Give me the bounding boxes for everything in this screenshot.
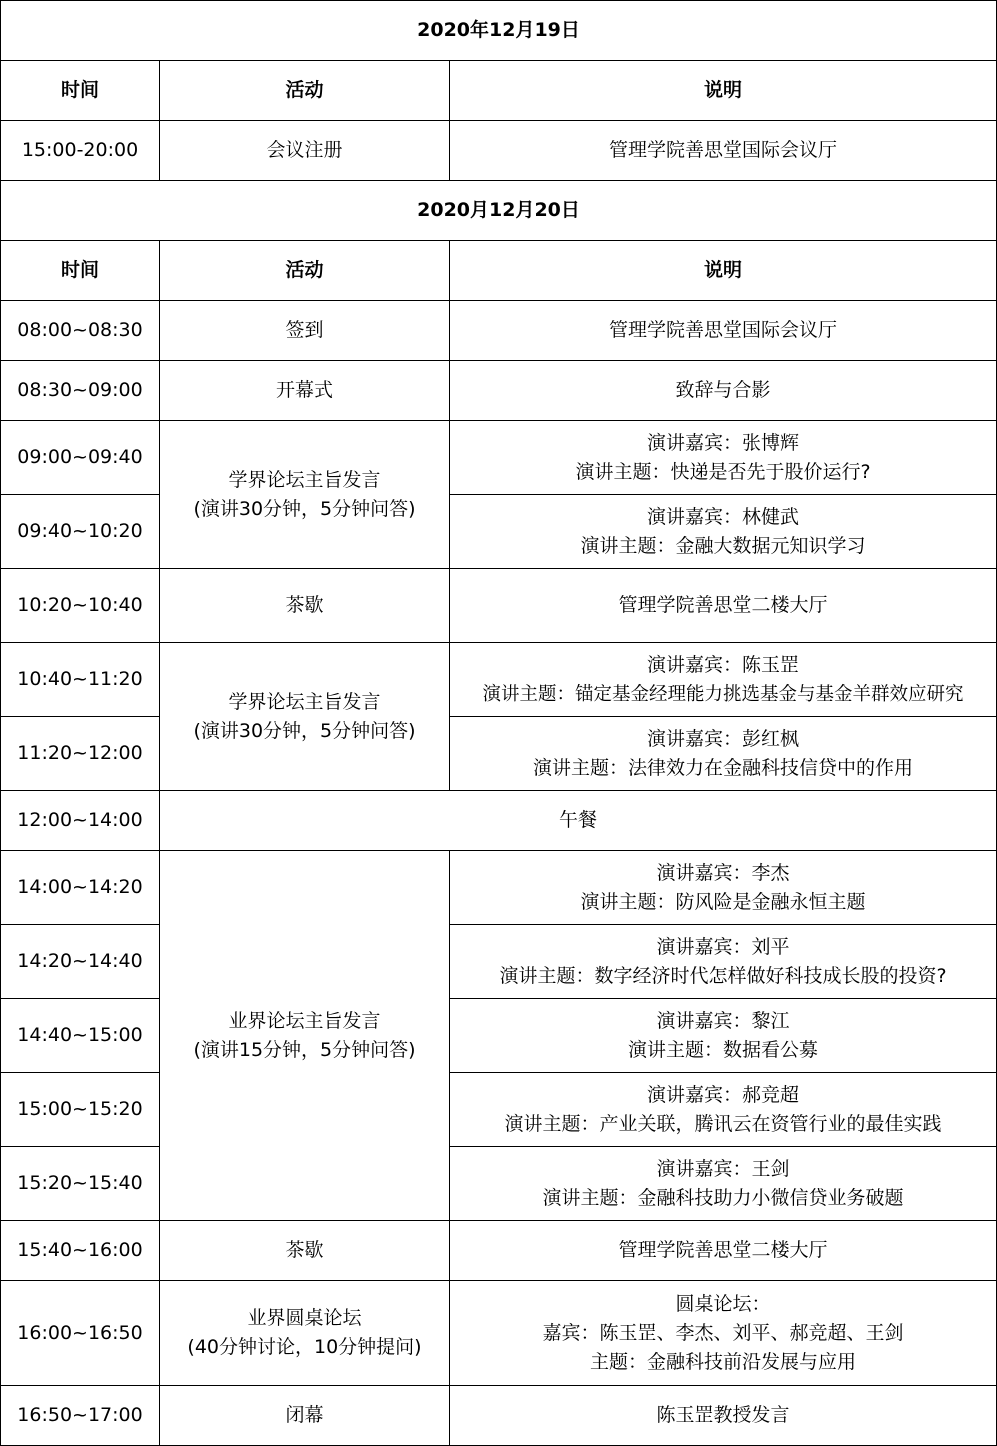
activity-subtitle: (演讲15分钟，5分钟问答) [193,1038,416,1061]
speaker: 演讲嘉宾：黎江 [656,1009,790,1032]
header-note: 说明 [450,61,997,121]
row-time: 14:40~15:00 [1,999,160,1073]
row-time: 15:00-20:00 [1,121,160,181]
row-activity: 午餐 [160,791,997,851]
speaker: 演讲嘉宾：张博辉 [647,431,800,454]
table-row [1,569,997,643]
speaker: 演讲嘉宾：刘平 [656,935,790,958]
table-row [1,495,997,569]
row-time: 10:20~10:40 [1,569,160,643]
panel-topic: 主题：金融科技前沿发展与应用 [590,1350,857,1373]
row-activity: 闭幕 [160,1386,450,1446]
row-activity [160,1281,450,1386]
row-note: 管理学院善思堂二楼大厅 [450,569,997,643]
row-note [450,1147,997,1221]
column-header-row [1,241,997,301]
row-time: 08:30~09:00 [1,361,160,421]
table-row [1,851,997,925]
activity-subtitle: (演讲30分钟，5分钟问答) [193,719,416,742]
row-note [450,1073,997,1147]
day1-date: 2020年12月19日 [1,1,997,61]
topic: 演讲主题：法律效力在金融科技信贷中的作用 [533,756,914,779]
activity-title: 业界论坛主旨发言 [228,1009,381,1032]
table-row [1,1073,997,1147]
row-time: 12:00~14:00 [1,791,160,851]
column-header-row [1,61,997,121]
header-activity: 活动 [160,241,450,301]
table-row [1,643,997,717]
row-note: 管理学院善思堂二楼大厅 [450,1221,997,1281]
day-header-row [1,181,997,241]
table-row [1,121,997,181]
table-row [1,717,997,791]
topic: 演讲主题：数据看公募 [628,1038,819,1061]
topic: 演讲主题：金融科技助力小微信贷业务破题 [542,1186,904,1209]
row-note [450,851,997,925]
table-row [1,791,997,851]
panel-guests: 嘉宾：陈玉罡、李杰、刘平、郝竞超、王剑 [542,1321,904,1344]
speaker: 演讲嘉宾：郝竞超 [647,1083,800,1106]
row-time: 09:00~09:40 [1,421,160,495]
speaker: 演讲嘉宾：林健武 [647,505,800,528]
row-note: 致辞与合影 [450,361,997,421]
row-note [450,1281,997,1386]
topic: 演讲主题：数字经济时代怎样做好科技成长股的投资? [499,964,947,987]
row-activity: 签到 [160,301,450,361]
activity-subtitle: (演讲30分钟，5分钟问答) [193,497,416,520]
table-row [1,1147,997,1221]
header-note: 说明 [450,241,997,301]
activity-subtitle: (40分钟讨论，10分钟提问) [187,1336,422,1358]
row-activity: 开幕式 [160,361,450,421]
activity-title: 学界论坛主旨发言 [228,690,381,713]
row-activity [160,421,450,569]
speaker: 演讲嘉宾：李杰 [656,861,790,884]
activity-title: 业界圆桌论坛 [247,1307,362,1329]
row-note [450,421,997,495]
row-time: 14:20~14:40 [1,925,160,999]
topic: 演讲主题：产业关联，腾讯云在资管行业的最佳实践 [504,1112,942,1135]
speaker: 演讲嘉宾：王剑 [656,1157,790,1180]
row-activity [160,851,450,1221]
topic: 演讲主题：防风险是金融永恒主题 [580,890,866,913]
table-row [1,1386,997,1446]
row-note: 管理学院善思堂国际会议厅 [450,301,997,361]
row-note [450,643,997,717]
row-time: 15:20~15:40 [1,1147,160,1221]
row-activity: 茶歇 [160,1221,450,1281]
table-row [1,1221,997,1281]
panel-label: 圆桌论坛： [675,1292,771,1315]
row-time: 16:00~16:50 [1,1281,160,1386]
row-time: 10:40~11:20 [1,643,160,717]
topic: 演讲主题：金融大数据元知识学习 [580,534,866,557]
row-time: 08:00~08:30 [1,301,160,361]
row-time: 15:40~16:00 [1,1221,160,1281]
day2-date: 2020月12月20日 [1,181,997,241]
header-activity: 活动 [160,61,450,121]
table-row [1,361,997,421]
row-activity: 会议注册 [160,121,450,181]
row-note [450,925,997,999]
table-row [1,301,997,361]
header-time: 时间 [1,241,160,301]
row-time: 14:00~14:20 [1,851,160,925]
table-row [1,1281,997,1386]
table-row [1,999,997,1073]
header-time: 时间 [1,61,160,121]
row-time: 11:20~12:00 [1,717,160,791]
activity-title: 学界论坛主旨发言 [228,468,381,491]
row-note [450,495,997,569]
speaker: 演讲嘉宾：彭红枫 [647,727,800,750]
speaker: 演讲嘉宾：陈玉罡 [647,653,800,676]
row-activity: 茶歇 [160,569,450,643]
topic: 演讲主题：快递是否先于股价运行? [575,460,871,483]
topic: 演讲主题：锚定基金经理能力挑选基金与基金羊群效应研究 [482,683,964,705]
row-time: 09:40~10:20 [1,495,160,569]
row-time: 15:00~15:20 [1,1073,160,1147]
table-row [1,925,997,999]
row-note [450,999,997,1073]
row-time: 16:50~17:00 [1,1386,160,1446]
row-note: 管理学院善思堂国际会议厅 [450,121,997,181]
row-note [450,717,997,791]
row-note: 陈玉罡教授发言 [450,1386,997,1446]
day-header-row [1,1,997,61]
table-row [1,421,997,495]
row-activity [160,643,450,791]
